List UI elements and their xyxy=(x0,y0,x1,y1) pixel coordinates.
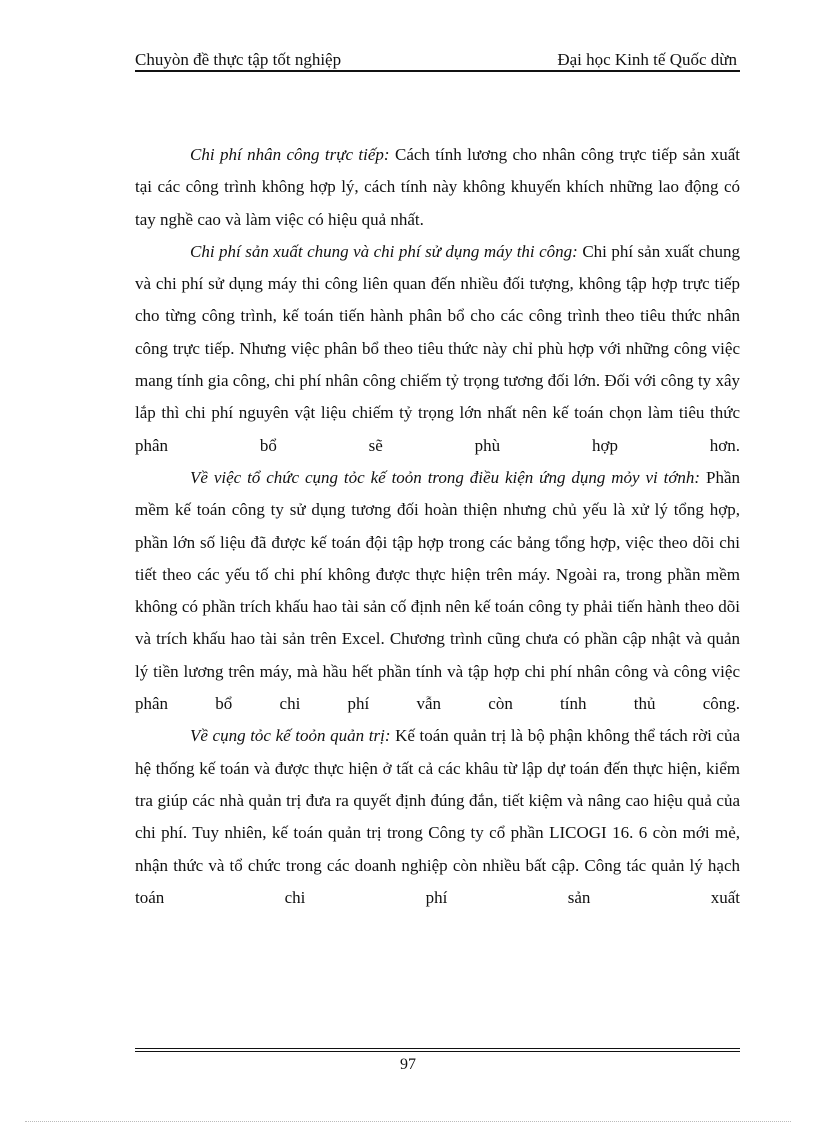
page-header xyxy=(135,48,739,70)
paragraph-lead: Về cụng tỏc kế toỏn quản trị: xyxy=(190,726,391,746)
footer-rule-bottom xyxy=(135,1051,740,1052)
paragraph-lead: Chi phí sản xuất chung và chi phí sử dụng máy thi công: xyxy=(190,241,578,261)
paragraph-text: Kế toán quản trị là bộ phận không thể tách rời của hệ thống kế toán và được thực hiện ở tất cả các khâu từ lập dự toán đến thực hiện, kiểm tra giúp các nhà quản trị đưa ra quyết định đúng đắn, tiết kiệm và nâng cao hiệu quả của chi phí. Tuy nhiên, kế toán quản trị trong Công ty cổ phần LICOGI 16. 6 còn mới mẻ, nhận thức và tổ chức trong các doanh nghiệp còn nhiều bất cập. Công tác quản lý hạch toán chi phí sản xuất xyxy=(135,726,740,907)
page-edge-divider xyxy=(25,1121,791,1122)
page-number: 97 xyxy=(400,1056,416,1073)
paragraph-lead: Về việc tổ chức cụng tỏc kế toỏn trong điều kiện ứng dụng mỏy vi tớnh: xyxy=(190,467,701,487)
paragraph-text: Cách tính lương cho nhân công trực tiếp sản xuất tại các công trình không hợp lý, cách tính này không khuyến khích những lao động có tay nghề cao và làm việc có hiệu quả nhất. xyxy=(135,145,740,229)
header-left-title: Chuyòn đề thực tập tốt nghiệp xyxy=(135,50,342,69)
header-right-title: Đại học Kinh tế Quốc dừn xyxy=(557,50,737,69)
paragraph-text: Chi phí sản xuất chung và chi phí sử dụng máy thi công liên quan đến nhiều đối tượng, không tập hợp trực tiếp cho từng công trình, kế toán tiến hành phân bổ cho các công trình theo tiêu thức nhân công trực tiếp. Nhưng việc phân bổ theo tiêu thức này chỉ phù hợp với những công việc mang tính gia công, chi phí nhân công chiếm tỷ trọng tương đối lớn. Đối với công ty xây lắp thì chi phí nguyên vật liệu chiếm tỷ trọng lớn nhất nên kế toán chọn làm tiêu thức phân bổ sẽ phù hợp hơn. xyxy=(135,241,740,455)
header-rule xyxy=(135,70,740,72)
paragraph-management-accounting xyxy=(135,720,740,914)
paragraph-computer-accounting xyxy=(135,462,740,720)
paragraph-overhead-machine xyxy=(135,236,740,462)
footer-rule-top xyxy=(135,1048,740,1049)
paragraph-direct-labor xyxy=(135,139,740,236)
page-body xyxy=(135,139,740,914)
paragraph-lead: Chi phí nhân công trực tiếp: xyxy=(190,145,390,164)
paragraph-text: Phần mềm kế toán công ty sử dụng tương đối hoàn thiện nhưng chủ yếu là xử lý tổng hợp, phần lớn số liệu đã được kế toán đội tập hợp trong các bảng tổng hợp, việc theo dõi chi tiết theo các yếu tố chi phí không được thực hiện trên máy. Ngoài ra, trong phần mềm không có phần trích khấu hao tài sản cố định nên kế toán công ty phải tiến hành theo dõi và trích khấu hao tài sản trên Excel. Chương trình cũng chưa có phần cập nhật và quản lý tiền lương trên máy, mà hầu hết phần tính và tập hợp chi phí nhân công và công việc phân bổ chi phí vẫn còn tính thủ công. xyxy=(135,467,740,714)
